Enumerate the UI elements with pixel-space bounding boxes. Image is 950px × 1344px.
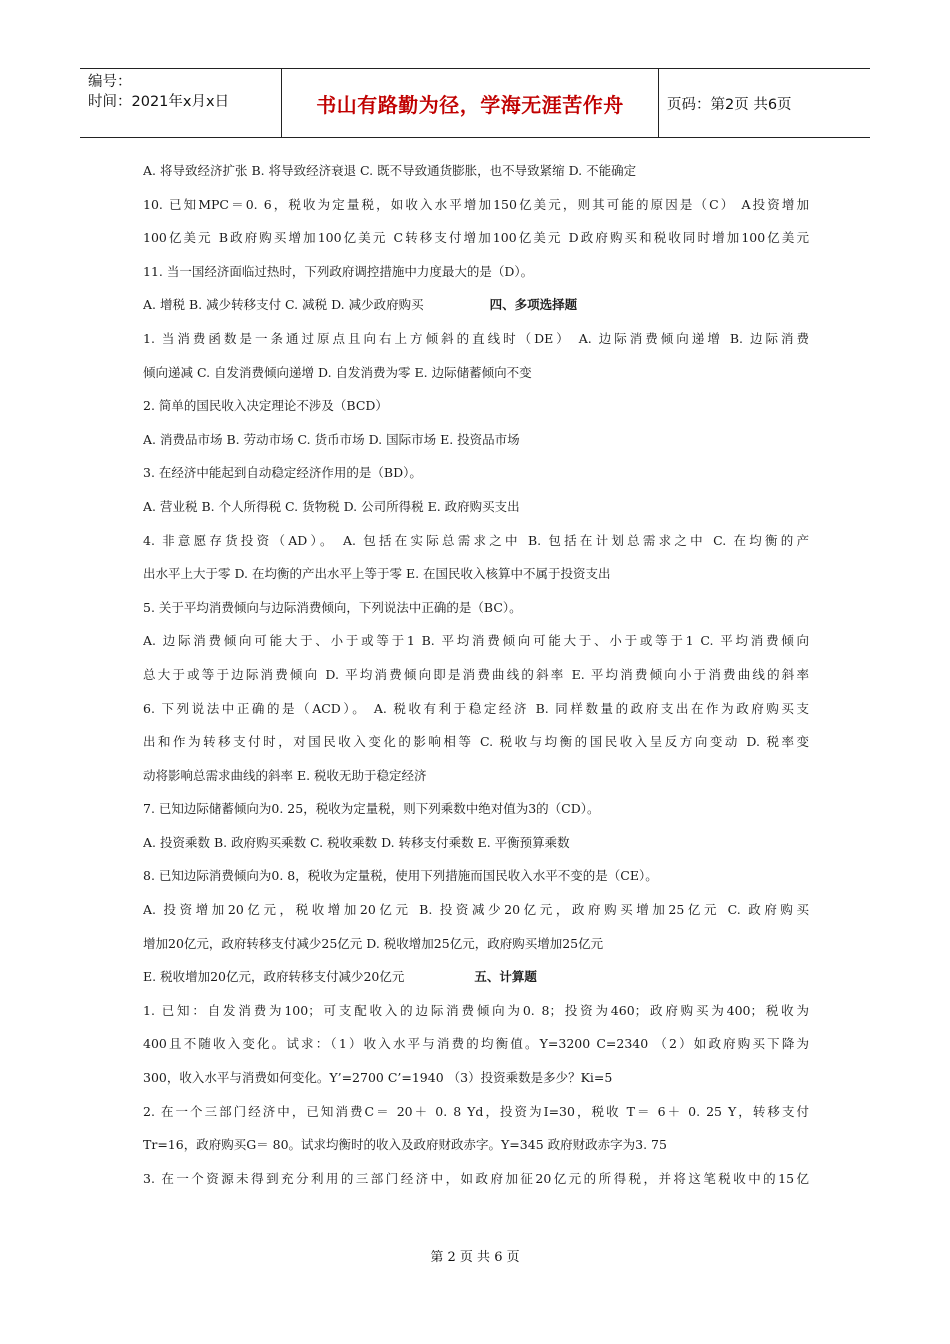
- line-text: 4. 非意愿存货投资（AD）。 A. 包括在实际总需求之中 B. 包括在计划总需求之中 C. 在均衡的产: [143, 532, 809, 548]
- text-line: [143, 325, 809, 359]
- line-text: Tr=16，政府购买G＝ 80。试求均衡时的收入及政府财政赤字。Y=345 政府财政赤字为3. 75: [143, 1137, 667, 1153]
- text-line: [143, 795, 809, 829]
- line-text: 3. 在经济中能起到自动稳定经济作用的是（BD）。: [143, 465, 422, 481]
- text-line: [143, 627, 809, 661]
- text-line: [143, 762, 809, 796]
- line-text: 2. 在一个三部门经济中，已知消费C＝ 20＋ 0. 8 Yd，投资为I=30，税收 T＝ 6＋ 0. 25 Y，转移支付: [143, 1103, 809, 1119]
- line-text: 400且不随收入变化。试求：（1）收入水平与消费的均衡值。Y=3200 C=2340 （2）如政府购买下降为: [143, 1036, 809, 1052]
- text-line: [143, 157, 809, 191]
- line-text: 1. 已知：自发消费为100；可支配收入的边际消费倾向为0. 8；投资为460；政府购买为400；税收为: [143, 1002, 809, 1018]
- line-text: 7. 已知边际储蓄倾向为0. 25，税收为定量税，则下列乘数中绝对值为3的（CD）。: [143, 801, 600, 817]
- line-text: 5. 关于平均消费倾向与边际消费倾向，下列说法中正确的是（BC）。: [143, 599, 522, 615]
- header-meta: [80, 69, 282, 137]
- date-label: 时间：2021年x月x日: [88, 94, 230, 110]
- text-line: [143, 527, 809, 561]
- text-line: [143, 224, 809, 258]
- line-text: A. 将导致经济扩张 B. 将导致经济衰退 C. 既不导致通货膨胀，也不导致紧缩 D. 不能确定: [143, 163, 637, 178]
- page-header: [80, 68, 870, 138]
- text-line: [143, 493, 809, 527]
- text-line: [143, 997, 809, 1031]
- text-line: [143, 426, 809, 460]
- line-text: A. 投资乘数 B. 政府购买乘数 C. 税收乘数 D. 转移支付乘数 E. 平衡预算乘数: [143, 834, 570, 850]
- text-line: [143, 1131, 809, 1165]
- line-text: 倾向递减 C. 自发消费倾向递增 D. 自发消费为零 E. 边际储蓄倾向不变: [143, 364, 532, 380]
- line-text: 6. 下列说法中正确的是（ACD）。 A. 税收有利于稳定经济 B. 同样数量的政府支出在作为政府购买支: [143, 700, 809, 716]
- line-text: 总大于或等于边际消费倾向 D. 平均消费倾向即是消费曲线的斜率 E. 平均消费倾向小于消费曲线的斜率: [143, 666, 809, 682]
- line-text: 8. 已知边际消费倾向为0. 8，税收为定量税，使用下列措施而国民收入水平不变的是（CE）。: [143, 868, 658, 884]
- text-line: [143, 1030, 809, 1064]
- header-page-number: 页码：第2页 共6页: [667, 96, 792, 113]
- text-line: [143, 930, 809, 964]
- line-text: 出水平上大于零 D. 在均衡的产出水平上等于零 E. 在国民收入核算中不属于投资支出: [143, 566, 611, 582]
- line-text: A. 投资增加20亿元，税收增加20亿元 B. 投资减少20亿元，政府购买增加25亿元 C. 政府购买: [143, 902, 809, 918]
- text-line: [143, 829, 809, 863]
- text-line: [143, 594, 809, 628]
- line-text: A. 营业税 B. 个人所得税 C. 货物税 D. 公司所得税 E. 政府购买支出: [143, 498, 520, 514]
- text-line: [143, 560, 809, 594]
- text-line: [143, 661, 809, 695]
- line-text: 10. 已知MPC＝0. 6，税收为定量税，如收入水平增加150亿美元，则其可能的原因是（C） A投资增加: [143, 196, 809, 212]
- header-motto: 书山有路勤为径，学海无涯苦作舟: [282, 69, 659, 137]
- text-line: [143, 1098, 809, 1132]
- line-text: 100亿美元 B政府购买增加100亿美元 C转移支付增加100亿美元 D政府购买和税收同时增加100亿美元: [143, 230, 809, 246]
- line-text: 300，收入水平与消费如何变化。Y’=2700 C’=1940 （3）投资乘数是多少？Ki=5: [143, 1070, 613, 1086]
- line-text: A. 消费品市场 B. 劳动市场 C. 货币市场 D. 国际市场 E. 投资品市场: [143, 431, 520, 447]
- text-line: [143, 695, 809, 729]
- line-text: 2. 简单的国民收入决定理论不涉及（BCD）: [143, 398, 388, 414]
- text-line: [143, 191, 809, 225]
- line-text: E. 税收增加20亿元，政府转移支付减少20亿元: [143, 969, 409, 985]
- text-line: [143, 896, 809, 930]
- line-text: 1. 当消费函数是一条通过原点且向右上方倾斜的直线时（DE） A. 边际消费倾向递增 B. 边际消费: [143, 330, 809, 346]
- line-text: 3. 在一个资源未得到充分利用的三部门经济中，如政府加征20亿元的所得税，并将这笔税收中的15亿: [143, 1170, 809, 1186]
- page-footer: 第 2 页 共 6 页: [430, 1250, 520, 1265]
- text-line: [143, 1165, 809, 1199]
- line-text: 增加20亿元，政府转移支付减少25亿元 D. 税收增加25亿元，政府购买增加25亿元: [143, 935, 604, 951]
- line-text: A. 增税 B. 减少转移支付 C. 减税 D. 减少政府购买: [143, 297, 424, 313]
- text-line: [143, 963, 809, 997]
- text-line: [143, 862, 809, 896]
- line-text: 11. 当一国经济面临过热时，下列政府调控措施中力度最大的是（D）。: [143, 263, 534, 279]
- text-line: [143, 291, 809, 325]
- section-heading: 四、多项选择题: [489, 297, 578, 313]
- document-body: [143, 157, 809, 1198]
- text-line: [143, 728, 809, 762]
- text-line: [143, 1064, 809, 1098]
- section-heading: 五、计算题: [474, 969, 537, 985]
- text-line: [143, 392, 809, 426]
- text-line: [143, 258, 809, 292]
- text-line: [143, 459, 809, 493]
- line-text: 动将影响总需求曲线的斜率 E. 税收无助于稳定经济: [143, 767, 427, 783]
- line-text: A. 边际消费倾向可能大于、小于或等于1 B. 平均消费倾向可能大于、小于或等于1 C. 平均消费倾向: [143, 633, 809, 649]
- serial-label: 编号：: [88, 74, 132, 90]
- text-line: [143, 359, 809, 393]
- line-text: 出和作为转移支付时，对国民收入变化的影响相等 C. 税收与均衡的国民收入呈反方向变动 D. 税率变: [143, 734, 809, 750]
